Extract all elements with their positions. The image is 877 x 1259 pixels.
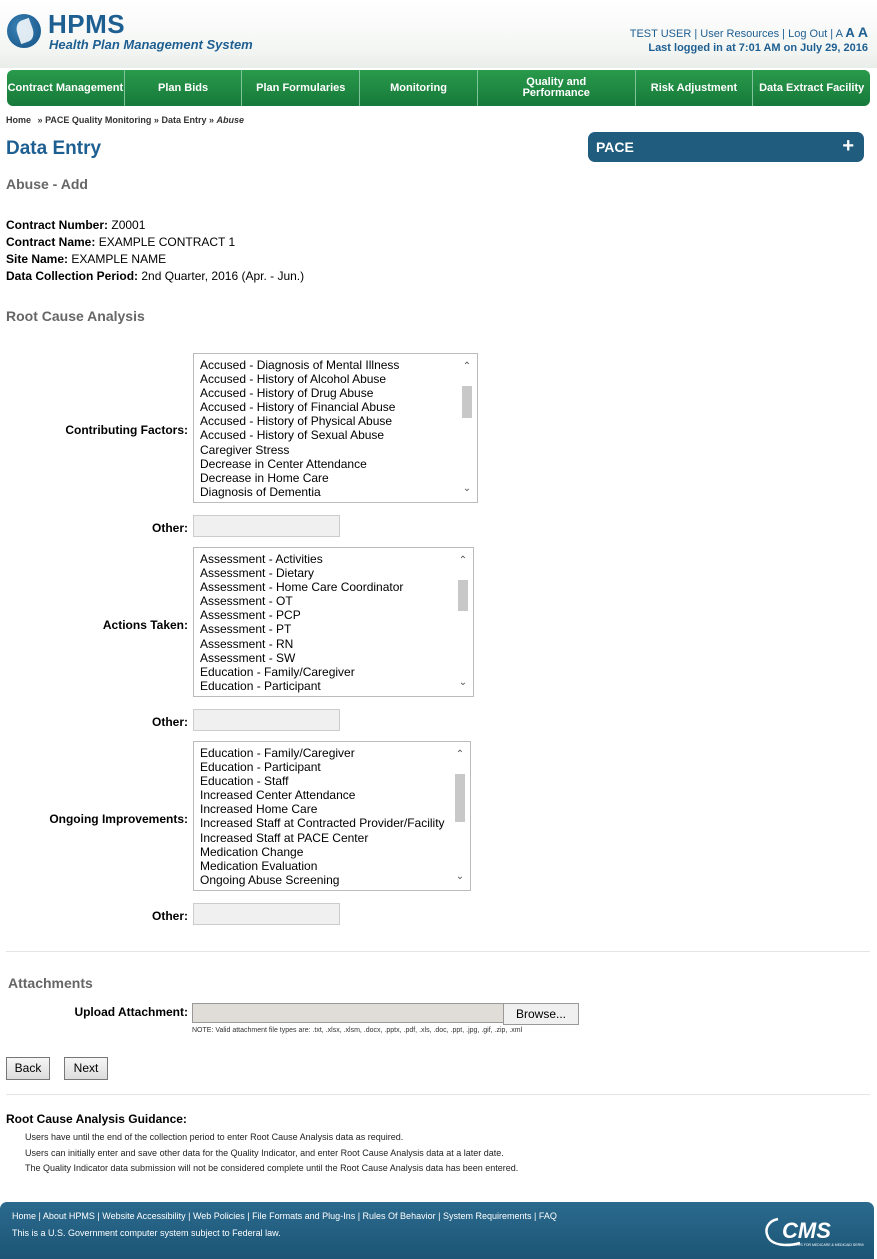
- next-button[interactable]: Next: [64, 1057, 108, 1080]
- listbox-option[interactable]: Accused - History of Financial Abuse: [200, 400, 396, 415]
- listbox-option[interactable]: Caregiver Stress: [200, 442, 290, 457]
- chevron-down-icon[interactable]: ⌄: [455, 871, 465, 882]
- listbox-option[interactable]: Assessment - Home Care Coordinator: [200, 580, 404, 595]
- nav-risk-adjustment[interactable]: Risk Adjustment: [636, 70, 754, 106]
- listbox-option[interactable]: Assessment - RN: [200, 636, 294, 651]
- contract-number-value: Z0001: [111, 218, 146, 232]
- listbox-option[interactable]: Medication Evaluation: [200, 858, 318, 873]
- footer-link-system-requirements[interactable]: System Requirements: [442, 1211, 532, 1221]
- nav-plan-bids[interactable]: Plan Bids: [125, 70, 243, 106]
- breadcrumb-data-entry[interactable]: Data Entry: [161, 115, 207, 125]
- listbox-option[interactable]: Increased Staff at Contracted Provider/Facility: [200, 816, 445, 831]
- file-types-note: NOTE: Valid attachment file types are: .txt, .xlsx, .xlsm, .docx, .pptx, .pdf, .xls, .doc, .ppt, .jpg, .gif, .zip, .xml: [192, 1027, 523, 1034]
- contributing-other-input[interactable]: [193, 515, 340, 537]
- user-links: TEST USER | User Resources | Log Out | A A A: [629, 24, 868, 40]
- cms-logo: [764, 1215, 864, 1249]
- upload-file-input[interactable]: [192, 1003, 504, 1023]
- scrollbar-thumb[interactable]: [455, 774, 465, 822]
- scrollbar[interactable]: [454, 745, 466, 887]
- logo-hpms-text[interactable]: HPMS: [48, 9, 126, 39]
- footer-disclaimer: This is a U.S. Government computer system subject to Federal law.: [12, 1228, 281, 1238]
- font-small-link[interactable]: A: [835, 28, 843, 40]
- footer-link-about[interactable]: About HPMS: [42, 1211, 95, 1221]
- listbox-option[interactable]: Education - Participant: [200, 760, 321, 775]
- guidance-line: The Quality Indicator data submission will not be considered complete until the Root Cause Analysis data has been entered.: [25, 1163, 519, 1173]
- nav-data-extract-facility[interactable]: Data Extract Facility: [759, 81, 865, 94]
- listbox-option[interactable]: Assessment - Activities: [200, 552, 323, 566]
- pace-panel-title: PACE: [596, 139, 634, 155]
- listbox-option[interactable]: Assessment - OT: [200, 594, 293, 609]
- site-name-label: Site Name:: [6, 252, 69, 266]
- nav-contract-management[interactable]: Contract Management: [7, 70, 125, 106]
- footer-link-file-formats[interactable]: File Formats and Plug-Ins: [252, 1211, 356, 1221]
- logo-subtitle: Health Plan Management System: [49, 37, 253, 52]
- guidance-line: Users can initially enter and save other data for the Quality Indicator, and enter Root Cause Analysis data at a later date.: [25, 1147, 504, 1158]
- guidance-title: Root Cause Analysis Guidance:: [6, 1112, 187, 1126]
- listbox-option[interactable]: Accused - History of Alcohol Abuse: [200, 372, 387, 387]
- actions-taken-listbox[interactable]: [193, 547, 474, 697]
- other-label: Other:: [152, 715, 188, 729]
- footer-link-rules[interactable]: Rules Of Behavior: [362, 1211, 436, 1221]
- listbox-option[interactable]: Assessment - Dietary: [200, 566, 315, 581]
- last-login-text: Last logged in at 7:01 AM on July 29, 2016: [648, 42, 868, 54]
- cms-logo-icon: [764, 1215, 864, 1249]
- browse-button[interactable]: Browse...: [503, 1003, 579, 1025]
- scrollbar-thumb[interactable]: [462, 386, 472, 418]
- ongoing-improvements-label: Ongoing Improvements:: [49, 812, 188, 826]
- footer-link-accessibility[interactable]: Website Accessibility: [102, 1211, 186, 1221]
- divider: [6, 951, 870, 952]
- chevron-up-icon[interactable]: ⌃: [455, 749, 465, 760]
- page-title: Data Entry: [6, 138, 102, 159]
- chevron-up-icon[interactable]: ⌃: [458, 555, 468, 566]
- contract-name-value: EXAMPLE CONTRACT 1: [98, 235, 236, 249]
- section-subtitle: Abuse - Add: [6, 176, 88, 192]
- listbox-option[interactable]: Decrease in Center Attendance: [200, 456, 367, 471]
- attachments-title: Attachments: [8, 975, 93, 991]
- scrollbar[interactable]: [457, 551, 469, 693]
- period-label: Data Collection Period:: [6, 269, 139, 283]
- nav-monitoring[interactable]: Monitoring: [360, 70, 478, 106]
- rca-title: Root Cause Analysis: [6, 308, 145, 324]
- chevron-up-icon[interactable]: ⌃: [462, 361, 472, 372]
- actions-other-input[interactable]: [193, 709, 340, 731]
- footer-link-home[interactable]: Home: [12, 1211, 37, 1221]
- period-value: 2nd Quarter, 2016 (Apr. - Jun.): [141, 269, 305, 283]
- listbox-option[interactable]: Assessment - PCP: [200, 608, 301, 623]
- guidance-text: [25, 1130, 518, 1177]
- nav-plan-formularies[interactable]: Plan Formularies: [242, 70, 360, 106]
- site-name-value: EXAMPLE NAME: [71, 252, 167, 266]
- scrollbar-thumb[interactable]: [458, 580, 468, 611]
- breadcrumb-separator: »: [208, 115, 214, 125]
- scrollbar[interactable]: [461, 357, 473, 499]
- font-medium-link[interactable]: A: [845, 25, 855, 40]
- main-nav: [7, 70, 870, 106]
- cms-logo-text: CMS: [782, 1218, 831, 1243]
- logout-link[interactable]: Log Out: [788, 28, 828, 40]
- listbox-option[interactable]: Medication Change: [200, 844, 304, 859]
- font-large-link[interactable]: A: [857, 24, 868, 40]
- nav-quality-performance[interactable]: Quality and Performance: [478, 70, 636, 106]
- listbox-option[interactable]: Increased Home Care: [200, 802, 318, 817]
- contributing-factors-label: Contributing Factors:: [65, 423, 188, 437]
- other-label: Other:: [152, 909, 188, 923]
- guidance-line: Users have until the end of the collection period to enter Root Cause Analysis data as required.: [25, 1132, 404, 1142]
- listbox-option[interactable]: Assessment - SW: [200, 650, 296, 665]
- plus-icon[interactable]: +: [842, 135, 854, 157]
- upload-attachment-label: Upload Attachment:: [74, 1005, 188, 1019]
- breadcrumb-home[interactable]: Home: [6, 115, 32, 125]
- divider: [6, 1094, 870, 1095]
- ongoing-improvements-listbox[interactable]: [193, 741, 471, 891]
- header: [0, 0, 877, 68]
- other-label: Other:: [152, 521, 188, 535]
- listbox-option[interactable]: Accused - History of Physical Abuse: [200, 414, 393, 429]
- breadcrumb: [6, 115, 244, 125]
- chevron-down-icon[interactable]: ⌄: [462, 483, 472, 494]
- listbox-option[interactable]: Education - Family/Caregiver: [200, 746, 355, 760]
- chevron-down-icon[interactable]: ⌄: [458, 677, 468, 688]
- cms-logo-subtext: CENTERS FOR MEDICARE & MEDICAID SERVICES: [786, 1243, 864, 1247]
- improvements-other-input[interactable]: [193, 903, 340, 925]
- footer-links: Home | About HPMS | Website Accessibility | Web Policies | File Formats and Plug-Ins | Rules Of Behavior | System Requirements | FAQ: [12, 1211, 557, 1221]
- contributing-factors-listbox[interactable]: [193, 353, 478, 503]
- breadcrumb-current: Abuse: [216, 115, 245, 125]
- breadcrumb-pace-quality[interactable]: PACE Quality Monitoring: [45, 115, 152, 125]
- listbox-option[interactable]: Accused - Diagnosis of Mental Illness: [200, 358, 400, 372]
- listbox-option[interactable]: Diagnosis of Dementia: [200, 484, 321, 499]
- listbox-option[interactable]: Increased Staff at PACE Center: [200, 830, 369, 845]
- contract-name-label: Contract Name:: [6, 235, 96, 249]
- hpms-logo-icon[interactable]: [7, 14, 41, 48]
- pace-panel[interactable]: [588, 132, 864, 162]
- back-button[interactable]: Back: [6, 1057, 50, 1080]
- breadcrumb-separator: »: [153, 115, 159, 125]
- listbox-option[interactable]: Accused - History of Drug Abuse: [200, 386, 374, 401]
- footer-link-faq[interactable]: FAQ: [538, 1211, 557, 1221]
- footer: [0, 1202, 874, 1259]
- listbox-option[interactable]: Ongoing Abuse Screening: [200, 872, 340, 887]
- user-name-link[interactable]: TEST USER: [629, 28, 692, 40]
- listbox-option[interactable]: Education - Participant: [200, 678, 321, 693]
- footer-link-web-policies[interactable]: Web Policies: [192, 1211, 245, 1221]
- actions-taken-label: Actions Taken:: [102, 618, 188, 632]
- listbox-option[interactable]: Education - Staff: [200, 774, 289, 789]
- listbox-option[interactable]: Education - Family/Caregiver: [200, 664, 355, 679]
- listbox-option[interactable]: Increased Center Attendance: [200, 788, 356, 803]
- listbox-option[interactable]: Assessment - PT: [200, 622, 292, 637]
- listbox-option[interactable]: Decrease in Home Care: [200, 470, 329, 485]
- user-resources-link[interactable]: User Resources: [700, 28, 780, 40]
- contract-number-label: Contract Number:: [6, 218, 109, 232]
- contract-info: [6, 217, 304, 285]
- breadcrumb-separator: »: [37, 115, 43, 125]
- listbox-option[interactable]: Accused - History of Sexual Abuse: [200, 428, 385, 443]
